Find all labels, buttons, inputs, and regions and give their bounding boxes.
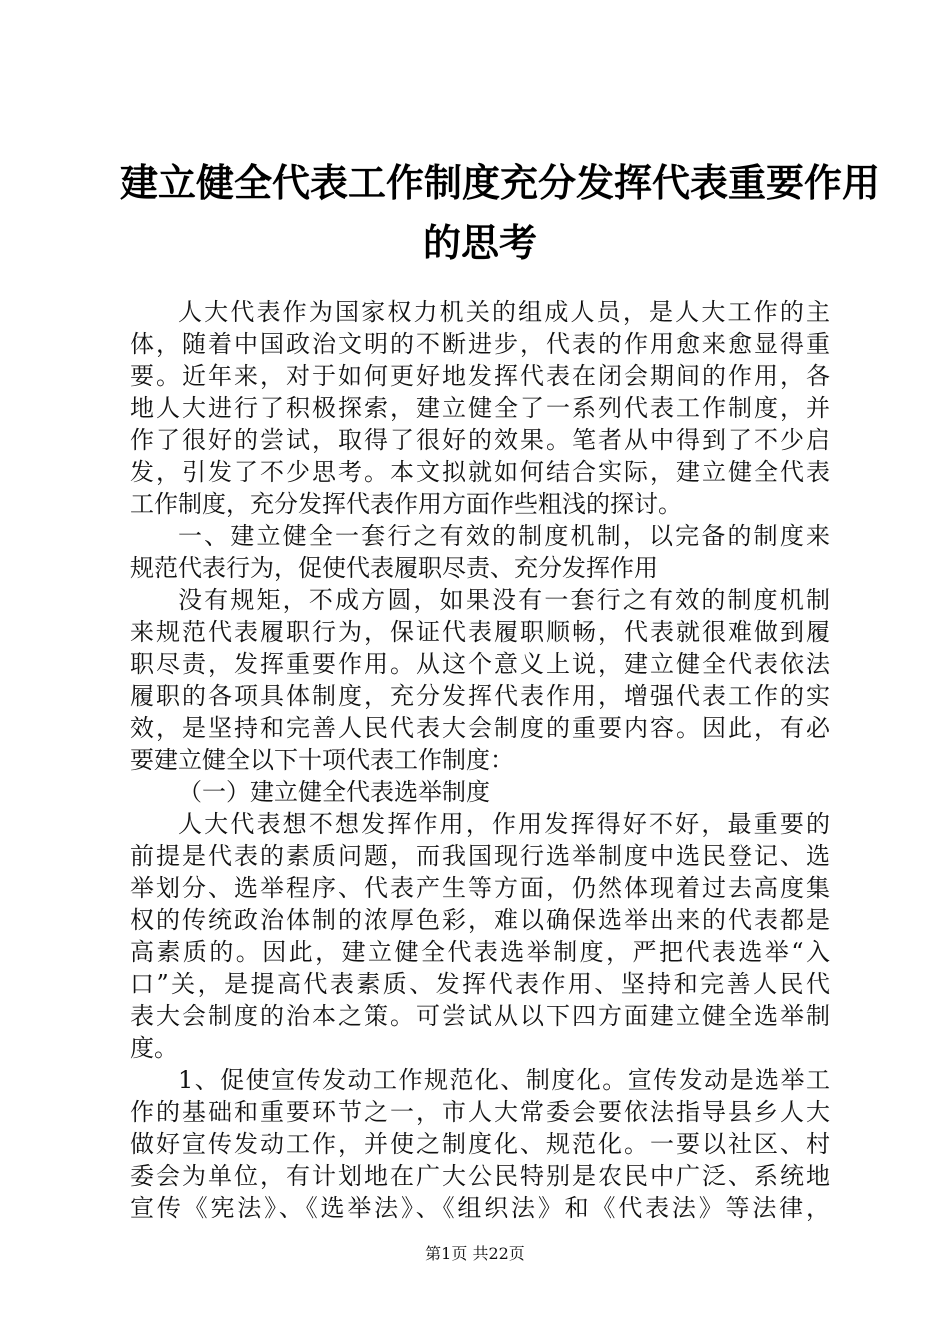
paragraph-line: 履职的各项具体制度，充分发挥代表作用，增强代表工作的实	[130, 682, 830, 710]
document-body	[130, 296, 830, 1224]
section-heading-line: 一、建立健全一套行之有效的制度机制，以完备的制度来	[178, 522, 830, 550]
document-title-line-2: 的思考	[422, 220, 537, 265]
paragraph-line: 度。	[130, 1034, 178, 1062]
paragraph-line: 发，引发了不少思考。本文拟就如何结合实际，建立健全代表	[130, 458, 830, 486]
paragraph-line: 委会为单位，有计划地在广大公民特别是农民中广泛、系统地	[130, 1162, 830, 1190]
document-title-line-1: 建立健全代表工作制度充分发挥代表重要作用	[120, 160, 881, 205]
paragraph-line: 没有规矩，不成方圆，如果没有一套行之有效的制度机制	[178, 586, 830, 614]
subsection-heading: （一）建立健全代表选举制度	[178, 778, 490, 806]
section-heading-line: 规范代表行为，促使代表履职尽责、充分发挥作用	[130, 554, 658, 582]
paragraph-line: 效，是坚持和完善人民代表大会制度的重要内容。因此，有必	[130, 714, 830, 742]
paragraph-line: 来规范代表履职行为，保证代表履职顺畅，代表就很难做到履	[130, 618, 830, 646]
paragraph-line: 前提是代表的素质问题，而我国现行选举制度中选民登记、选	[130, 842, 830, 870]
paragraph-line: 人大代表作为国家权力机关的组成人员，是人大工作的主	[178, 298, 830, 326]
paragraph-line: 宣传《宪法》、《选举法》、《组织法》和《代表法》等法律，	[130, 1194, 830, 1222]
paragraph-line: 要建立健全以下十项代表工作制度：	[130, 746, 514, 774]
paragraph-line: 地人大进行了积极探索，建立健全了一系列代表工作制度，并	[130, 394, 830, 422]
paragraph-line: 工作制度，充分发挥代表作用方面作些粗浅的探讨。	[130, 490, 682, 518]
paragraph-line: 体，随着中国政治文明的不断进步，代表的作用愈来愈显得重	[130, 330, 830, 358]
paragraph-line: 举划分、选举程序、代表产生等方面，仍然体现着过去高度集	[130, 874, 830, 902]
paragraph-line: 作的基础和重要环节之一，市人大常委会要依法指导县乡人大	[130, 1098, 830, 1126]
paragraph-line: 表大会制度的治本之策。可尝试从以下四方面建立健全选举制	[130, 1002, 830, 1030]
paragraph-line: 做好宣传发动工作，并使之制度化、规范化。一要以社区、村	[130, 1130, 830, 1158]
paragraph-line: 权的传统政治体制的浓厚色彩，难以确保选举出来的代表都是	[130, 906, 830, 934]
page-number-footer: 第1页 共22页	[425, 1244, 525, 1263]
paragraph-line: 1、促使宣传发动工作规范化、制度化。宣传发动是选举工	[178, 1066, 830, 1094]
paragraph-line: 要。近年来，对于如何更好地发挥代表在闭会期间的作用，各	[130, 362, 830, 390]
paragraph-line: 作了很好的尝试，取得了很好的效果。笔者从中得到了不少启	[130, 426, 830, 454]
paragraph-line: 职尽责，发挥重要作用。从这个意义上说，建立健全代表依法	[130, 650, 830, 678]
paragraph-line: 口”关，是提高代表素质、发挥代表作用、坚持和完善人民代	[130, 970, 830, 998]
paragraph-line: 高素质的。因此，建立健全代表选举制度，严把代表选举“入	[130, 938, 830, 966]
paragraph-line: 人大代表想不想发挥作用，作用发挥得好不好，最重要的	[178, 810, 830, 838]
